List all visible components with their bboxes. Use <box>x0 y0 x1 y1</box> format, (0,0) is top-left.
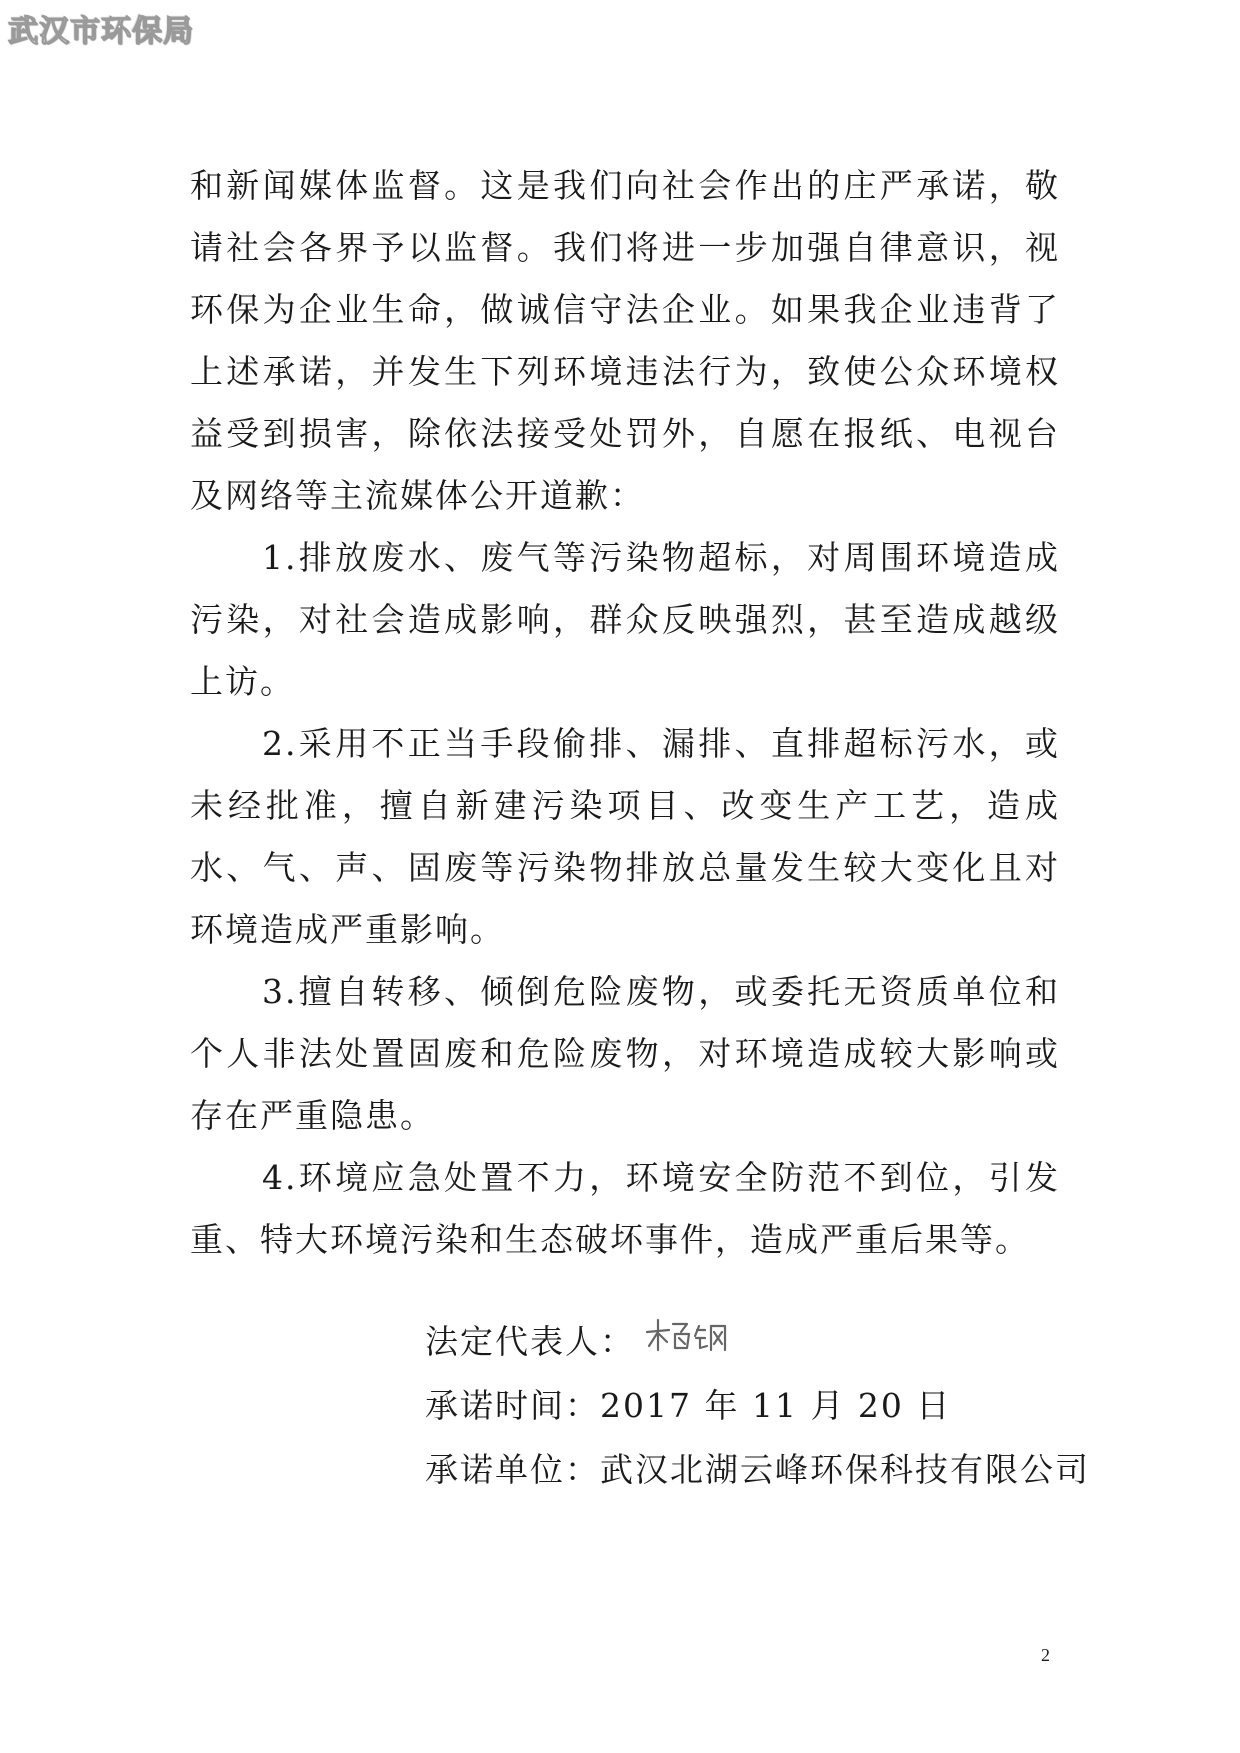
paragraph-intro: 和新闻媒体监督。这是我们向社会作出的庄严承诺，敬请社会各界予以监督。我们将进一步加强自律意识，视环保为企业生命，做诚信守法企业。如果我企业违背了上述承诺，并发生下列环境违法行为，致使公众环境权益受到损害，除依法接受处罚外，自愿在报纸、电视台及网络等主流媒体公开道歉： <box>190 166 1060 515</box>
representative-label: 法定代表人： <box>425 1322 635 1361</box>
document-body <box>190 155 1060 1271</box>
paragraph-item-2: 2.采用不正当手段偷排、漏排、直排超标污水，或未经批准，擅自新建污染项目、改变生产工艺，造成水、气、声、固废等污染物排放总量发生较大变化且对环境造成严重影响。 <box>190 724 1060 949</box>
date-value: 2017 年 11 月 20 日 <box>600 1386 952 1425</box>
signature-block <box>425 1310 1090 1502</box>
handwritten-signature-icon <box>641 1312 751 1356</box>
paragraph-item-1: 1.排放废水、废气等污染物超标，对周围环境造成污染，对社会造成影响，群众反映强烈，甚至造成越级上访。 <box>190 538 1060 701</box>
date-line <box>425 1374 1090 1438</box>
watermark: 武汉市环保局 <box>8 14 194 49</box>
representative-line <box>425 1310 1090 1374</box>
unit-line <box>425 1438 1090 1502</box>
unit-label: 承诺单位： <box>425 1450 600 1489</box>
unit-value: 武汉北湖云峰环保科技有限公司 <box>600 1450 1090 1489</box>
page-number: 2 <box>1041 1645 1050 1665</box>
paragraph-item-4: 4.环境应急处置不力，环境安全防范不到位，引发重、特大环境污染和生态破坏事件，造成严重后果等。 <box>190 1158 1060 1259</box>
date-label: 承诺时间： <box>425 1386 600 1425</box>
paragraph-item-3: 3.擅自转移、倾倒危险废物，或委托无资质单位和个人非法处置固废和危险废物，对环境造成较大影响或存在严重隐患。 <box>190 972 1060 1135</box>
